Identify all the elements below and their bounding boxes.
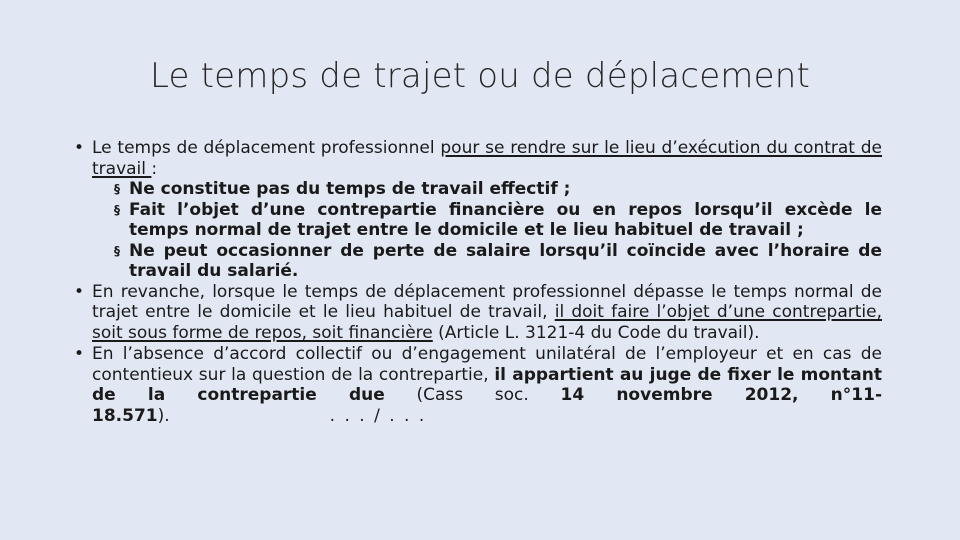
bullet-icon: • [74, 281, 85, 302]
section-bullet-icon: § [114, 202, 120, 217]
case-reference: 14 novembre 2012, n°11-18.571 [92, 385, 882, 426]
continuation-marker: . . . / . . . [329, 405, 427, 426]
sub-bullet-compensation [74, 200, 882, 241]
case-reference-prefix: (Cass soc. [384, 385, 561, 405]
bullet-icon: • [74, 138, 85, 158]
bullet-exceeding-time [74, 282, 882, 344]
bullet-icon: • [74, 344, 85, 364]
bullet-text: En l’absence d’accord collectif ou d’engagement unilatéral de l’employeur et en cas de contentieux sur la question de la contrepartie, [92, 344, 882, 385]
bullet-text-end: : [151, 158, 158, 179]
section-bullet-icon: § [114, 243, 120, 258]
sub-bullet-not-work-time [74, 179, 882, 200]
underlined-text: il doit faire l’objet d’une contrepartie, soit sous forme de repos, soit financière [92, 302, 882, 343]
sub-bullet-text: Ne constitue pas du temps de travail effectif ; [129, 179, 571, 199]
bullet-text: En revanche, lorsque le temps de déplacement professionnel dépasse le temps normal de trajet entre le domicile et le lieu habituel de travail, [92, 281, 882, 322]
slide-body [74, 138, 882, 426]
bold-text: il appartient au juge de fixer le montant de la contrepartie due [92, 364, 882, 405]
section-bullet-icon: § [114, 182, 120, 196]
article-reference: (Article L. 3121-4 du Code du travail). [432, 322, 760, 343]
sub-bullet-text: Ne peut occasionner de perte de salaire lorsqu’il coïncide avec l’horaire de travail du salarié. [129, 240, 882, 281]
bullet-no-agreement [74, 344, 882, 426]
sub-bullet-text: Fait l’objet d’une contrepartie financière ou en repos lorsqu’il excède le temps normal de trajet entre le domicile et le lieu habituel de travail ; [129, 199, 882, 240]
case-reference-suffix: ). [157, 405, 170, 426]
bullet-text: Le temps de déplacement professionnel [92, 138, 441, 158]
bullet-travel-time [74, 138, 882, 179]
slide-title: Le temps de trajet ou de déplacement [149, 56, 811, 96]
sub-bullet-no-salary-loss [74, 241, 882, 282]
underlined-text: pour se rendre sur le lieu d’exécution du contrat de travail [92, 138, 883, 179]
